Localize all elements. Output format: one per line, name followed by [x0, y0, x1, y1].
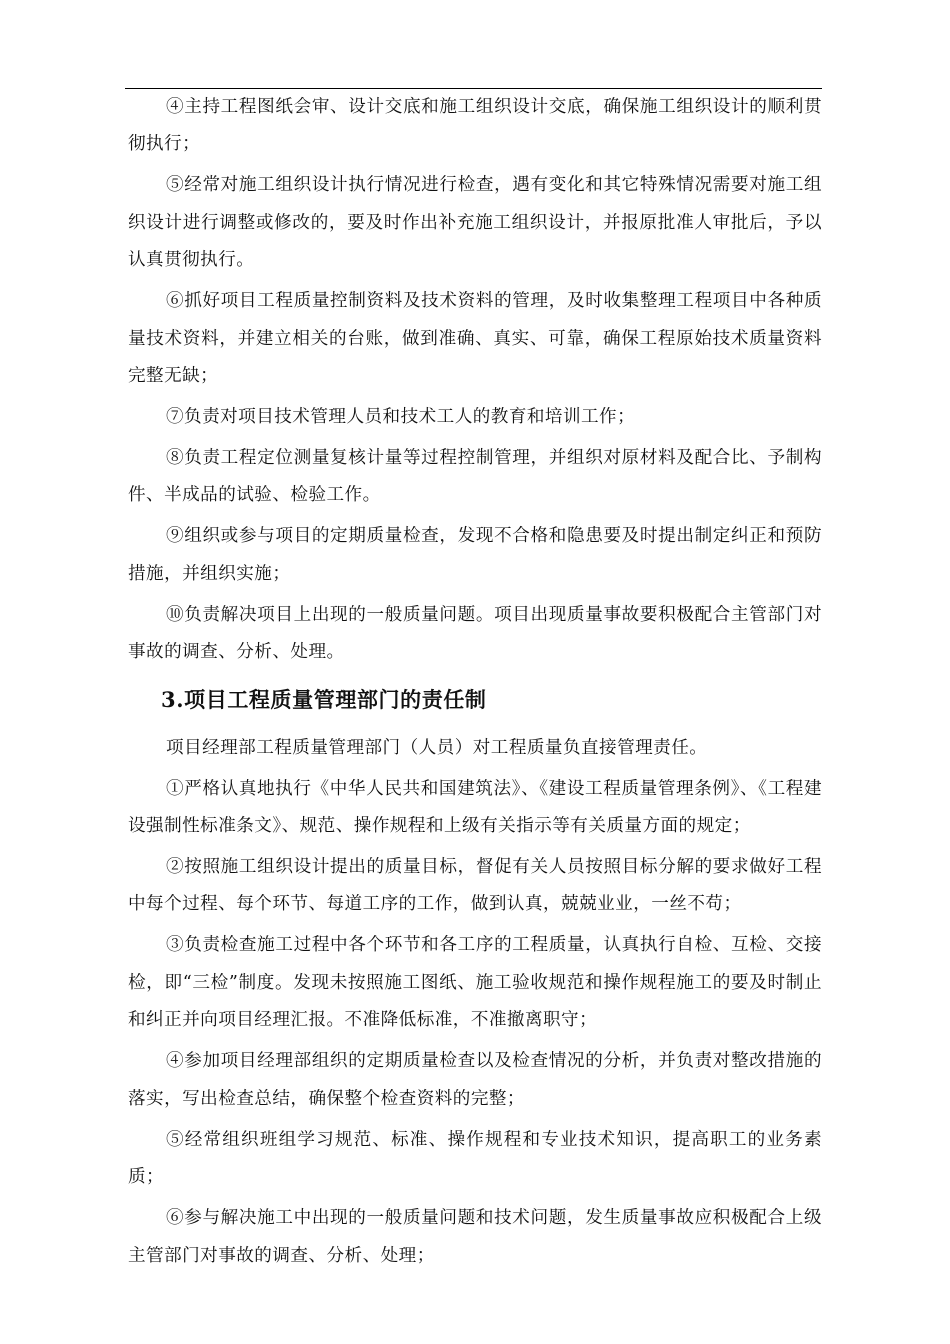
paragraph: ④主持工程图纸会审、设计交底和施工组织设计交底，确保施工组织设计的顺利贯彻执行； [128, 97, 822, 155]
paragraph: ⑥参与解决施工中出现的一般质量问题和技术问题，发生质量事故应积极配合上级主管部门对事故的调查、分析、处理； [128, 1208, 822, 1266]
paragraph: ②按照施工组织设计提出的质量目标，督促有关人员按照目标分解的要求做好工程中每个过程、每个环节、每道工序的工作，做到认真，兢兢业业，一丝不苟； [128, 857, 822, 915]
paragraph: ③负责检查施工过程中各个环节和各工序的工程质量，认真执行自检、互检、交接检，即“三检”制度。发现未按照施工图纸、施工验收规范和操作规程施工的要及时制止和纠正并向项目经理汇报。不准降低标准，不准撤离职守； [128, 935, 822, 1031]
paragraph: ⑨组织或参与项目的定期质量检查，发现不合格和隐患要及时提出制定纠正和预防措施，并组织实施； [128, 526, 822, 584]
paragraph: ⑩负责解决项目上出现的一般质量问题。项目出现质量事故要积极配合主管部门对事故的调查、分析、处理。 [128, 604, 822, 663]
paragraph: ⑤经常组织班组学习规范、标准、操作规程和专业技术知识，提高职工的业务素质； [128, 1129, 822, 1188]
paragraph: 项目经理部工程质量管理部门（人员）对工程质量负直接管理责任。 [166, 737, 708, 758]
section-heading: 3.项目工程质量管理部门的责任制 [161, 686, 487, 712]
document-body [128, 89, 822, 1279]
paragraph: ⑤经常对施工组织设计执行情况进行检查，遇有变化和其它特殊情况需要对施工组织设计进行调整或修改的，要及时作出补充施工组织设计，并报原批准人审批后，予以认真贯彻执行。 [128, 175, 822, 271]
paragraph: ①严格认真地执行《中华人民共和国建筑法》、《建设工程质量管理条例》、《工程建设强制性标准条文》、规范、操作规程和上级有关指示等有关质量方面的规定； [128, 778, 822, 837]
paragraph: ④参加项目经理部组织的定期质量检查以及检查情况的分析，并负责对整改措施的落实，写出检查总结，确保整个检查资料的完整； [128, 1051, 822, 1109]
paragraph: ⑥抓好项目工程质量控制资料及技术资料的管理，及时收集整理工程项目中各种质量技术资料，并建立相关的台账，做到准确、真实、可靠，确保工程原始技术质量资料完整无缺； [128, 291, 822, 387]
paragraph: ⑦负责对项目技术管理人员和技术工人的教育和培训工作； [166, 407, 636, 428]
paragraph: ⑧负责工程定位测量复核计量等过程控制管理，并组织对原材料及配合比、予制构件、半成品的试验、检验工作。 [128, 448, 822, 506]
